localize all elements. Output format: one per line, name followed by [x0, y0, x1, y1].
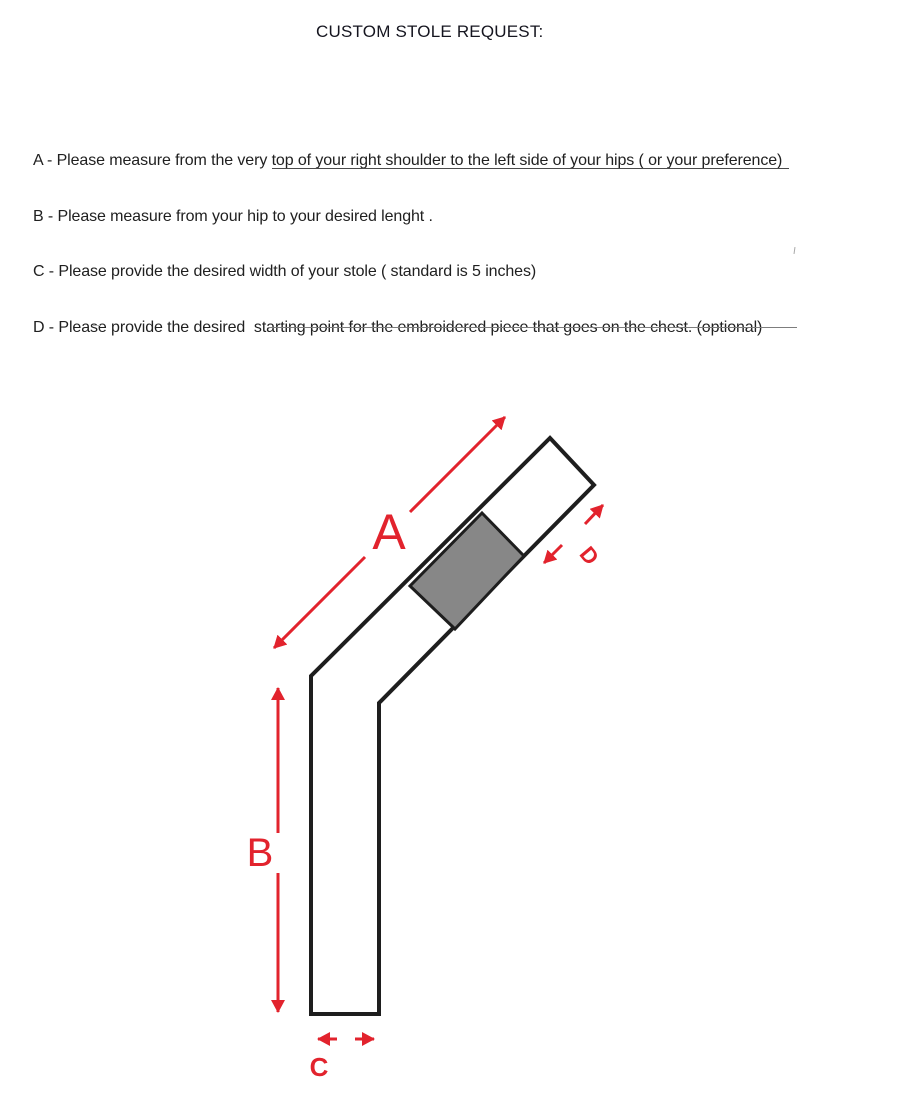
measure-label-b: B	[246, 831, 274, 875]
instruction-line-c: C - Please provide the desired width of your stole ( standard is 5 inches)	[33, 263, 537, 280]
instruction-line-d: D - Please provide the desired starting point for the embroidered piece that goes on the chest. (optional)	[33, 318, 763, 336]
page-title: CUSTOM STOLE REQUEST:	[316, 22, 544, 41]
measure-label-d: D	[574, 541, 605, 570]
measure-label-a: A	[372, 504, 406, 560]
instruction-line-a: A - Please measure from the very top of your right shoulder to the left side of your hips ( or your preference)	[33, 152, 783, 169]
measure-label-c: C	[309, 1052, 329, 1082]
measure-d-arrow-down	[544, 545, 562, 563]
measure-d-arrow-up	[585, 505, 603, 524]
stole-body-outline	[311, 438, 594, 1014]
instruction-line-b: B - Please measure from your hip to your desired lenght .	[33, 207, 433, 225]
